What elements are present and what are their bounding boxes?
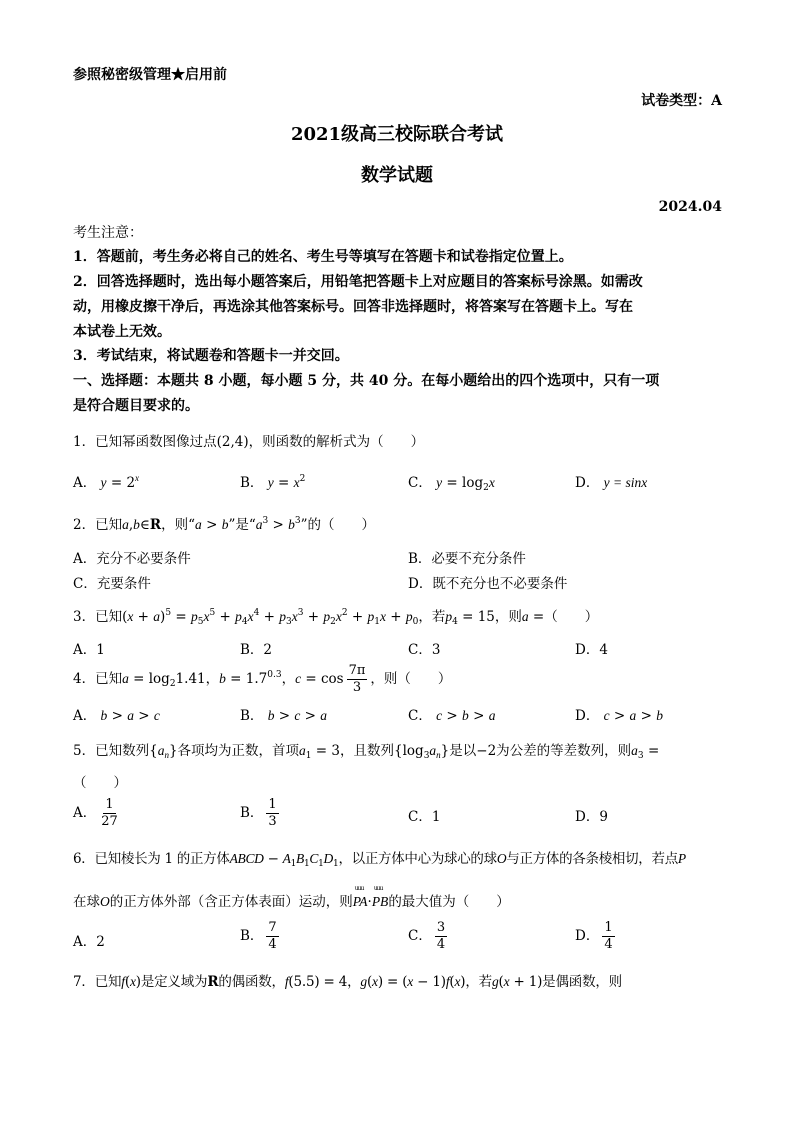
question-3-prefix: 3．已知	[73, 609, 123, 625]
question-1-point: (2,4)	[216, 434, 249, 450]
fraction	[435, 920, 447, 953]
question-4-end: ，则（ ）	[370, 671, 452, 687]
question-5-blank: （ ）	[73, 775, 127, 791]
question-6-option-d[interactable]	[575, 920, 618, 953]
question-3-option-d[interactable]: D．4	[575, 642, 608, 658]
question-7-text-4: ，若	[465, 974, 492, 990]
question-6-option-c[interactable]	[408, 920, 450, 953]
question-1-option-a[interactable]: A． $y = 2^x$	[73, 473, 140, 491]
fraction	[266, 920, 278, 953]
question-6-prefix: 6．已知棱长为 1 的正方体	[73, 851, 230, 867]
denominator: 4	[268, 937, 277, 952]
subject-title: 数学试题	[361, 165, 433, 186]
question-7-text-2: 的偶函数，	[218, 974, 285, 990]
question-4-stem: 4．已知$a = \log_21.41$，$b = 1.7^{0.3}$，c = cos $\frac{7\pi}{3}$ ，则（ ）	[73, 663, 452, 695]
numerator: 7	[268, 920, 277, 935]
option-label: B．	[240, 805, 264, 821]
notice-heading: 考生注意：	[73, 225, 143, 241]
question-2-option-a[interactable]: A．充分不必要条件	[73, 551, 191, 567]
question-6-text-2: 与正方体的各条棱相切，若点	[506, 851, 678, 867]
question-4-prefix: 4．已知	[73, 671, 123, 687]
question-7-prefix: 7．已知	[73, 974, 122, 990]
option-label: B．	[240, 475, 264, 491]
option-label: D．	[575, 928, 600, 944]
exam-title: 2021级高三校际联合考试	[290, 124, 504, 145]
exam-date: 2024.04	[658, 199, 722, 215]
question-5-option-a[interactable]	[73, 797, 123, 830]
question-1-suffix: ，则函数的解析式为（ ）	[248, 434, 425, 450]
denominator: 4	[604, 937, 613, 952]
option-label: B．	[240, 708, 264, 724]
question-5-text-3: 是以	[449, 743, 477, 759]
question-2-mid: ”是“	[228, 517, 256, 533]
question-3-option-a[interactable]: A．1	[73, 642, 105, 658]
paper-type-label: 试卷类型：A	[641, 93, 722, 109]
question-4-option-d[interactable]: D． c > a > b	[575, 708, 663, 724]
question-3-stem: 3．已知$(x + a)^5 = p_5x^5 + p_4x^4 + p_3x^3 + p_2x^2 + p_1x + p_0$，若$p_4 = 15$，则a =（ ）	[73, 608, 599, 627]
question-6-option-b[interactable]	[240, 920, 282, 953]
question-3-option-b[interactable]: B．2	[240, 642, 273, 658]
option-c-var: x	[488, 475, 495, 490]
notice-item-3: 3．考试结束，将试题卷和答题卡一并交回。	[73, 348, 349, 364]
question-1-option-b[interactable]: B． $y = x^2$	[240, 474, 306, 491]
numerator: 3	[436, 920, 446, 935]
question-4-option-a[interactable]: A． b > a > c	[73, 708, 160, 724]
question-2-prefix: 2．已知	[73, 517, 123, 533]
question-2-option-c[interactable]: C．充要条件	[73, 576, 151, 592]
question-2-stem: 2．已知a,b∈R，则“a > b”是“$a^3 > b^3$”的（ ）	[73, 516, 376, 533]
question-3-end: （ ）	[544, 609, 599, 625]
question-5-stem: 5．已知数列$\{a_n\}$各项均为正数，首项$a_1 = 3$，且数列$\{\log_3a_n\}$是以−2为公差的等差数列，则$a_3$ =	[73, 743, 660, 761]
question-5-text-1: 各项均为正数，首项	[177, 743, 300, 759]
question-6-stem-line-1: 6．已知棱长为 1 的正方体ABCD − $A_1B_1C_1D_1$，以正方体中心为球心的球O与正方体的各条棱相切，若点P	[73, 851, 686, 869]
option-label: C．	[408, 708, 432, 724]
question-5-option-b[interactable]	[240, 797, 282, 830]
section-1-heading-line-2: 是符合题目要求的。	[73, 398, 199, 414]
question-7-text-3: ，	[347, 974, 361, 990]
question-3-ask: ，则	[494, 609, 522, 625]
question-5-text-2: ，且数列	[340, 743, 394, 759]
question-4-option-c[interactable]: C． c > b > a	[408, 708, 496, 724]
option-label: C．	[408, 475, 432, 491]
question-1-option-d[interactable]	[575, 471, 647, 491]
numerator: 1	[604, 920, 613, 935]
notice-item-2-line-2: 动，用橡皮擦干净后，再选涂其他答案标号。回答非选择题时，将答案写在答题卡上。写在	[73, 299, 633, 315]
question-7-text-1: 是定义域为	[140, 974, 208, 990]
option-label: A．	[73, 475, 97, 491]
option-d-expr: y = sinx	[603, 475, 648, 490]
option-label: D．	[575, 475, 600, 491]
question-2-option-d[interactable]: D．既不充分也不必要条件	[408, 576, 568, 592]
question-5-option-d[interactable]: D．9	[575, 809, 608, 825]
question-6-text-1: ，以正方体中心为球心的球	[338, 851, 497, 867]
question-7-text-5: 是偶函数，则	[542, 974, 622, 990]
notice-item-2-line-1: 2．回答选择题时，选出每小题答案后，用铅笔把答题卡上对应题目的答案标号涂黑。如需改	[73, 274, 643, 290]
question-6-text-5: 的最大值为（ ）	[388, 894, 510, 910]
option-label: D．	[575, 708, 600, 724]
question-6-stem-line-2: 在球O的正方体外部（含正方体表面）运动，则uuu PA·uuu PB的最大值为（ ）	[73, 890, 510, 910]
question-3-given: ，若	[418, 609, 446, 625]
option-label: A．	[73, 708, 97, 724]
question-3-option-c[interactable]: C．3	[408, 642, 441, 658]
question-5-text-4: 为公差的等差数列，则	[496, 743, 632, 759]
option-label: A．	[73, 805, 97, 821]
fraction	[99, 797, 120, 830]
option-label: B．	[240, 928, 264, 944]
question-1-option-c[interactable]: C． $y = \log_2x$	[408, 475, 495, 493]
question-6-text-3: 在球	[73, 894, 100, 910]
question-5-prefix: 5．已知数列	[73, 743, 150, 759]
fraction	[266, 797, 278, 830]
denominator: 3	[268, 814, 277, 829]
denominator: 4	[436, 937, 446, 952]
question-2-end: ”的（ ）	[300, 517, 376, 533]
numerator: 1	[105, 797, 114, 812]
question-5-option-c[interactable]: C．1	[408, 809, 441, 825]
section-1-heading-line-1: 一、选择题：本题共 8 小题，每小题 5 分，共 40 分。在每小题给出的四个选项中，只有一项	[73, 373, 660, 389]
notice-item-2-line-3: 本试卷上无效。	[73, 324, 171, 340]
confidentiality-label: 参照秘密级管理★启用前	[73, 67, 227, 83]
option-label: C．	[408, 928, 432, 944]
question-7-stem: 7．已知f(x)是定义域为R的偶函数，f(5.5) = 4，g(x) = (x − 1)f(x)，若g(x + 1)是偶函数，则	[73, 974, 622, 990]
question-4-option-b[interactable]: B． b > c > a	[240, 708, 328, 724]
question-2-cond: ，则“	[161, 517, 196, 533]
fraction	[602, 920, 614, 953]
question-2-option-b[interactable]: B．必要不充分条件	[408, 551, 526, 567]
denominator: 27	[101, 814, 118, 829]
question-6-option-a[interactable]: A．2	[73, 934, 105, 950]
notice-item-1: 1．答题前，考生务必将自己的姓名、考生号等填写在答题卡和试卷指定位置上。	[73, 249, 573, 265]
numerator: 1	[268, 797, 277, 812]
question-1-prefix: 1．已知幂函数图像过点	[73, 434, 217, 450]
question-1-stem	[73, 430, 424, 450]
question-6-text-4: 的正方体外部（含正方体表面）运动，则	[109, 894, 353, 910]
seven-pi-over-three: $\frac{7\pi}{3}$	[348, 663, 366, 695]
